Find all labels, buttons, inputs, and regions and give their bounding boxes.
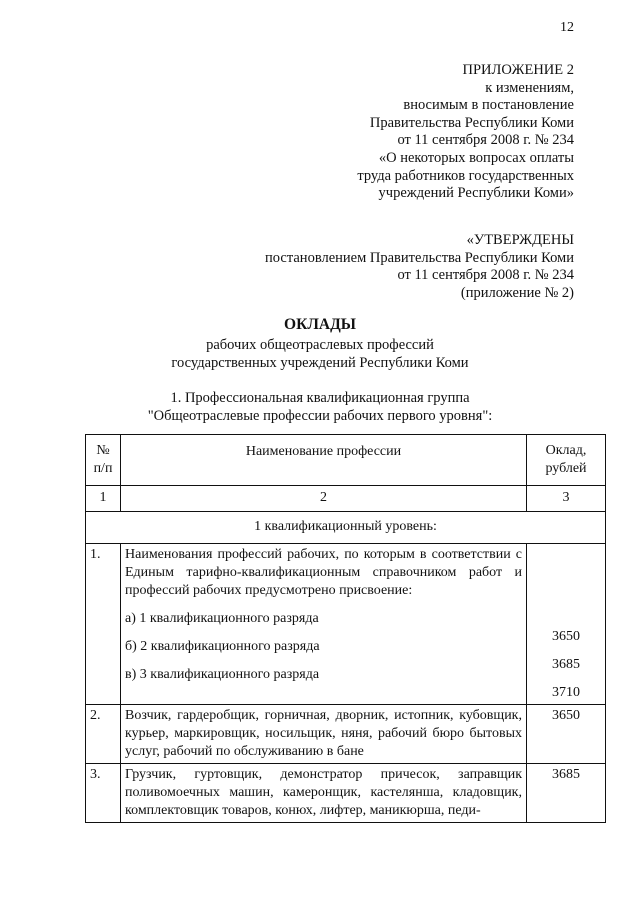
table-row [86,705,606,764]
appendix-header [357,62,574,203]
sub-item: а) 1 квалификационного разряда [125,611,319,626]
appendix-line: «О некоторых вопросах оплаты [378,149,574,166]
row-num: 2. [86,705,121,764]
rates-table [85,434,606,823]
appendix-line: к изменениям, [485,79,574,96]
level-label: 1 квалификационный уровень: [86,512,606,544]
pay-value: 3685 [552,657,580,672]
document-subtitle: государственных учреждений Республики Коми [171,355,469,371]
group-heading: 1. Профессиональная квалификационная группа [170,390,470,406]
approved-line: «УТВЕРЖДЕНЫ [466,232,574,248]
row-text [121,544,527,705]
row-num: 3. [86,764,121,823]
approved-block [265,232,574,302]
header-name: Наименование профессии [121,435,527,486]
column-number: 2 [121,486,527,512]
group-heading: "Общеотраслевые профессии рабочих первого уровня": [147,408,493,424]
approved-line: (приложение № 2) [460,284,574,301]
sub-item: б) 2 квалификационного разряда [125,639,320,654]
approved-line: от 11 сентября 2008 г. № 234 [397,267,574,284]
appendix-line: ПРИЛОЖЕНИЕ 2 [462,62,574,78]
row-description: Наименования профессий рабочих, по которым в соответствии с Единым тарифно-квалификационным справочником работ и профессий рабочих предусмотрено присвоение: [125,547,522,598]
level-row [86,512,606,544]
document-subtitle: рабочих общеотраслевых профессий [206,337,434,353]
header-num: № п/п [86,435,121,486]
pay-value: 3650 [527,705,606,764]
table-row [86,764,606,823]
header-pay: Оклад, рублей [527,435,606,486]
row-num: 1. [86,544,121,705]
table-header-row [86,435,606,486]
column-number: 1 [86,486,121,512]
pay-value: 3685 [527,764,606,823]
column-number: 3 [527,486,606,512]
column-number-row [86,486,606,512]
sub-item: в) 3 квалификационного разряда [125,667,320,682]
approved-line: постановлением Правительства Республики Коми [265,249,574,266]
table-row [86,544,606,705]
pay-value: 3710 [552,685,580,700]
appendix-line: труда работников государственных [357,167,574,184]
row-description: Грузчик, гуртовщик, демонстратор причесок, заправщик поливомоечных машин, камеронщик, кастелянша, кладовщик, комплектовщик товаров, конюх, лифтер, маникюрша, педи- [121,764,527,823]
page-number: 12 [560,20,574,35]
document-title: ОКЛАДЫ [284,316,356,333]
row-pay [527,544,606,705]
appendix-line: учреждений Республики Коми» [378,185,574,202]
appendix-line: от 11 сентября 2008 г. № 234 [397,132,574,149]
appendix-line: Правительства Республики Коми [369,114,574,131]
pay-value: 3650 [552,629,580,644]
appendix-line: вносимым в постановление [403,97,574,114]
row-description: Возчик, гардеробщик, горничная, дворник, истопник, кубовщик, курьер, маркировщик, носильщик, няня, рабочий бюро бытовых услуг, рабочий по обслуживанию в бане [121,705,527,764]
